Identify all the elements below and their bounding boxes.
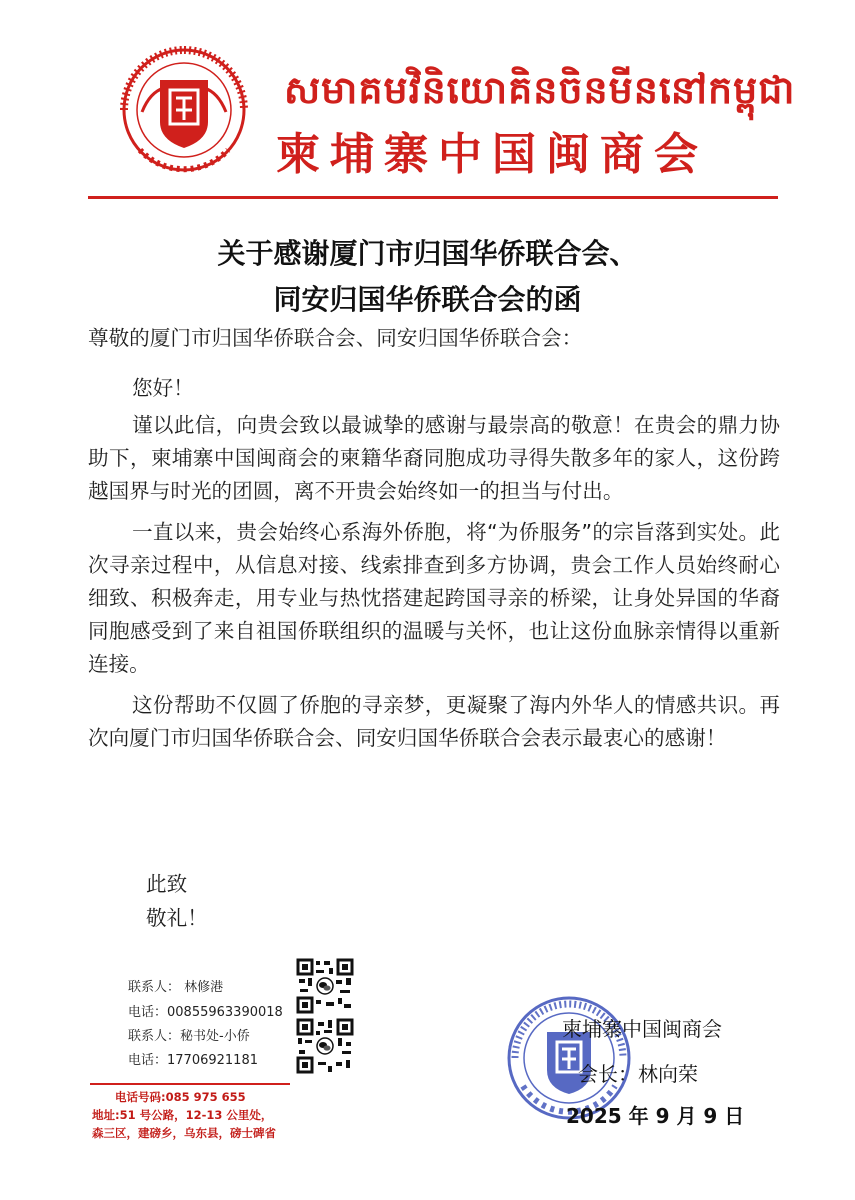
closing-salutation: 此致 [146,872,188,896]
signature-date: 2025 年 9 月 9 日 [566,1104,745,1128]
wechat-qr-code-icon [296,1018,354,1074]
body-paragraph: 谨以此信，向贵会致以最诚挚的感谢与最崇高的敬意！在贵会的鼎力协助下，柬埔寨中国闽商会的柬籍华裔同胞成功寻得失散多年的家人，这份跨越国界与时光的团圆，离不开贵会始终如一的担当与付出。 [88,413,780,503]
letter-title-line-1: 关于感谢厦门市归国华侨联合会、 [217,237,638,270]
salutation: 尊敬的厦门市归国华侨联合会、同安归国华侨联合会： [88,326,583,350]
body-paragraph: 这份帮助不仅圆了侨胞的寻亲梦，更凝聚了海内外华人的情感共识。再次向厦门市归国华侨联合会、同安归国华侨联合会表示最衷心的感谢！ [88,693,780,750]
org-name-chinese: 柬埔寨中国闽商会 [276,129,708,180]
wechat-qr-code-icon [296,958,354,1014]
contact-phone-1: 电话：00855963390018 [128,1005,283,1020]
address-line-1: 地址:51 号公路，12-13 公里处， [92,1108,273,1122]
signature-org: 柬埔寨中国闽商会 [562,1017,722,1041]
greeting: 您好！ [132,376,194,400]
address-divider [90,1083,290,1085]
closing-regards: 敬礼！ [146,906,208,930]
signature-president: 会长：林向荣 [578,1062,698,1086]
chamber-emblem-icon [120,40,248,188]
letterhead-divider [88,196,778,199]
letter-body [88,409,780,763]
body-paragraph: 一直以来，贵会始终心系海外侨胞，将“为侨服务”的宗旨落到实处。此次寻亲过程中，从信息对接、线索排查到多方协调，贵会工作人员始终耐心细致、积极奔走，用专业与热忱搭建起跨国寻亲的桥梁，让身处异国的华裔同胞感受到了来自祖国侨联组织的温暖与关怀，也让这份血脉亲情得以重新连接。 [88,520,780,676]
letter-title-line-2: 同安归国华侨联合会的函 [273,283,582,316]
address-line-2: 森三区，建磅乡，乌东县，磅士碑省 [92,1126,276,1140]
contact-person-2: 联系人：秘书处-小侨 [128,1029,250,1044]
contact-phone-2: 电话：17706921181 [128,1053,258,1068]
org-name-khmer: សមាគមវិនិយោគិនចិនមីននៅកម្ពុជា [284,68,796,112]
office-phone: 电话号码:085 975 655 [115,1090,246,1104]
contact-person-1: 联系人： 林修港 [128,980,224,995]
